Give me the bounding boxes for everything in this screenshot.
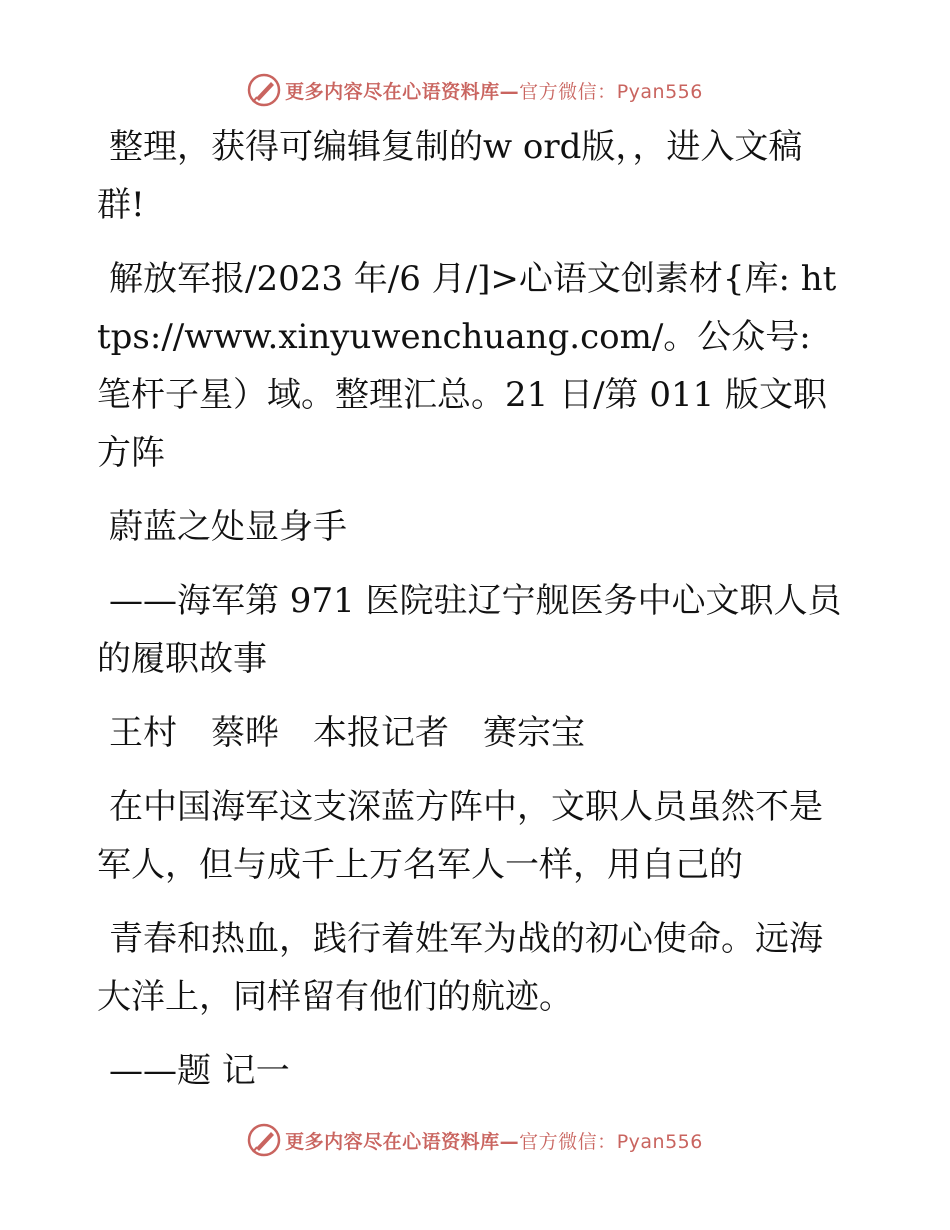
watermark-footer bbox=[0, 1120, 950, 1160]
article-byline: 王村 蔡晔 本报记者 赛宗宝 bbox=[109, 713, 585, 753]
paragraph-intro: 整理，获得可编辑复制的w ord版，，进入文稿群! bbox=[97, 127, 803, 225]
article-subtitle: ——海军第 971 医院驻辽宁舰医务中心文职人员的履职故事 bbox=[97, 581, 842, 679]
watermark-main: 更多内容尽在心语资料库— bbox=[285, 1130, 520, 1153]
paragraph-body-1: 在中国海军这支深蓝方阵中，文职人员虽然不是军人，但与成千上万名军人一样，用自己的 bbox=[97, 787, 823, 885]
watermark-wechat-id: Pyan556 bbox=[616, 1130, 703, 1153]
watermark-text bbox=[285, 1127, 703, 1154]
paragraph-source: 解放军报/2023 年/6 月/]>心语文创素材{库: https://www.xinyuwenchuang.com/。公众号: 笔杆子星）域。整理汇总。21 日/第 011 版文职方阵 bbox=[97, 259, 837, 473]
quill-logo-icon bbox=[247, 73, 281, 107]
watermark-wechat-label: 官方微信： bbox=[519, 80, 617, 103]
watermark-text bbox=[285, 77, 703, 104]
watermark-wechat-id: Pyan556 bbox=[616, 80, 703, 103]
watermark-wechat-label: 官方微信： bbox=[519, 1130, 617, 1153]
paragraph-body-2: 青春和热血，践行着姓军为战的初心使命。远海大洋上，同样留有他们的航迹。 bbox=[97, 919, 823, 1017]
quill-logo-icon bbox=[247, 1123, 281, 1157]
document-body bbox=[97, 118, 842, 1116]
article-title: 蔚蓝之处显身手 bbox=[109, 507, 347, 547]
watermark-header bbox=[0, 70, 950, 110]
paragraph-epigraph: ——题 记一 bbox=[109, 1051, 290, 1091]
watermark-main: 更多内容尽在心语资料库— bbox=[285, 80, 520, 103]
